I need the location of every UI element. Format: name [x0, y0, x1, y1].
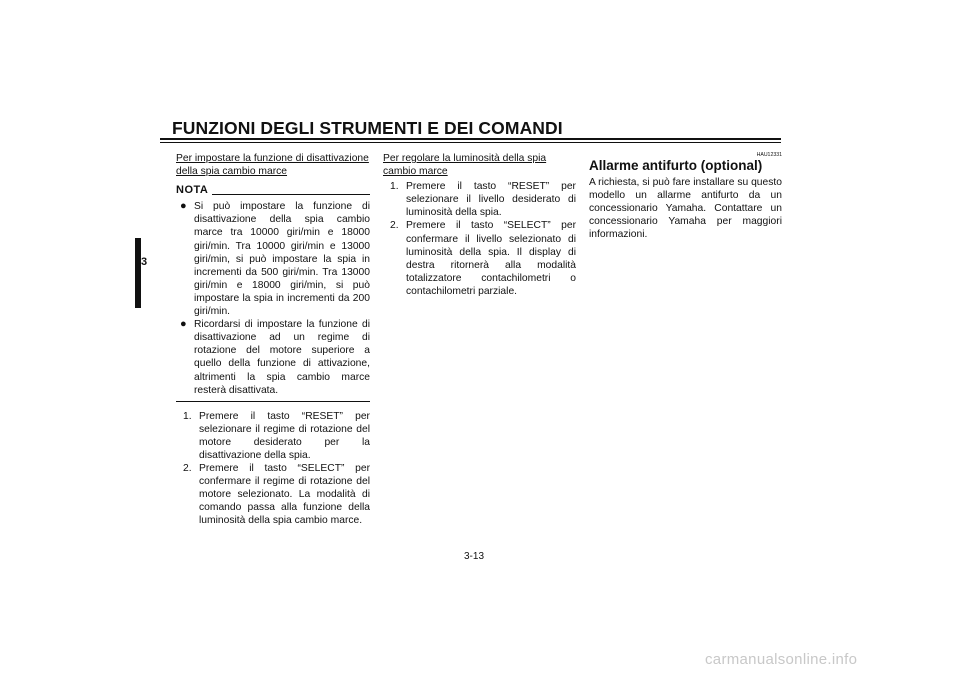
step-item — [390, 180, 576, 219]
nota-bullet — [180, 318, 370, 397]
section-title: Allarme antifurto (optional) — [589, 158, 763, 173]
header-rule-thin — [160, 142, 781, 143]
nota-header — [176, 184, 370, 197]
nota-label: NOTA — [176, 184, 209, 197]
step-number: 1. — [390, 181, 399, 193]
page-number: 3-13 — [464, 551, 485, 562]
section-paragraph: A richiesta, si può fare installare su questo modello un allarme antifurto da un concessionario Yamaha. Contattare un concessionario Yamaha per maggiori informazioni. — [589, 177, 782, 241]
step-text: Premere il tasto “SELECT” per confermare il livello selezionato di luminosità della spia. Il display di destra ritornerà alla modalità totalizzatore contachilometri o contachilometri parziale. — [406, 220, 576, 297]
column-right — [589, 152, 782, 241]
chapter-tab — [135, 238, 161, 308]
column-left — [176, 152, 370, 528]
nota-bullet — [180, 200, 370, 318]
nota-rule — [212, 194, 370, 195]
subheading-deactivation: Per impostare la funzione di disattivazione della spia cambio marce — [176, 153, 369, 178]
step-number: 1. — [183, 410, 192, 422]
nota-bullet-text: Si può impostare la funzione di disattivazione della spia cambio marce tra 10000 giri/min e 18000 giri/min. Tra 10000 giri/min e 13000 giri/min, si può impostare la spia in incrementi da 500 giri/min. Tra 13000 giri/min e 18000 giri/min, si può impostare la spia in incrementi da 200 giri/min. — [194, 201, 370, 318]
nota-end-rule — [176, 401, 370, 402]
step-number: 2. — [183, 463, 192, 475]
step-item — [183, 410, 370, 462]
step-text: Premere il tasto “RESET” per selezionare il livello desiderato di luminosità della spia. — [406, 181, 576, 219]
watermark: carmanualsonline.info — [705, 651, 858, 668]
step-item — [183, 462, 370, 527]
nota-bullet-text: Ricordarsi di impostare la funzione di disattivazione ad un regime di rotazione del motore superiore a quello della funzione di attivazione, altrimenti la spia cambio marce resterà disattivata. — [194, 319, 370, 396]
step-item — [390, 219, 576, 298]
header-rule — [160, 138, 781, 140]
step-number: 2. — [390, 220, 399, 232]
chapter-number: 3 — [141, 256, 148, 268]
subheading-brightness: Per regolare la luminosità della spia cambio marce — [383, 153, 547, 178]
section-code: HAU12331 — [756, 152, 782, 158]
step-text: Premere il tasto “SELECT” per confermare il regime di rotazione del motore selezionato. La modalità di comando passa alla funzione della luminosità della spia cambio marce. — [199, 463, 370, 527]
step-text: Premere il tasto “RESET” per selezionare il regime di rotazione del motore desiderato per la disattivazione della spia. — [199, 410, 370, 461]
bullet-icon: ● — [180, 200, 187, 213]
column-middle — [383, 152, 576, 298]
page-header-title: FUNZIONI DEGLI STRUMENTI E DEI COMANDI — [172, 118, 563, 138]
bullet-icon: ● — [180, 318, 187, 331]
